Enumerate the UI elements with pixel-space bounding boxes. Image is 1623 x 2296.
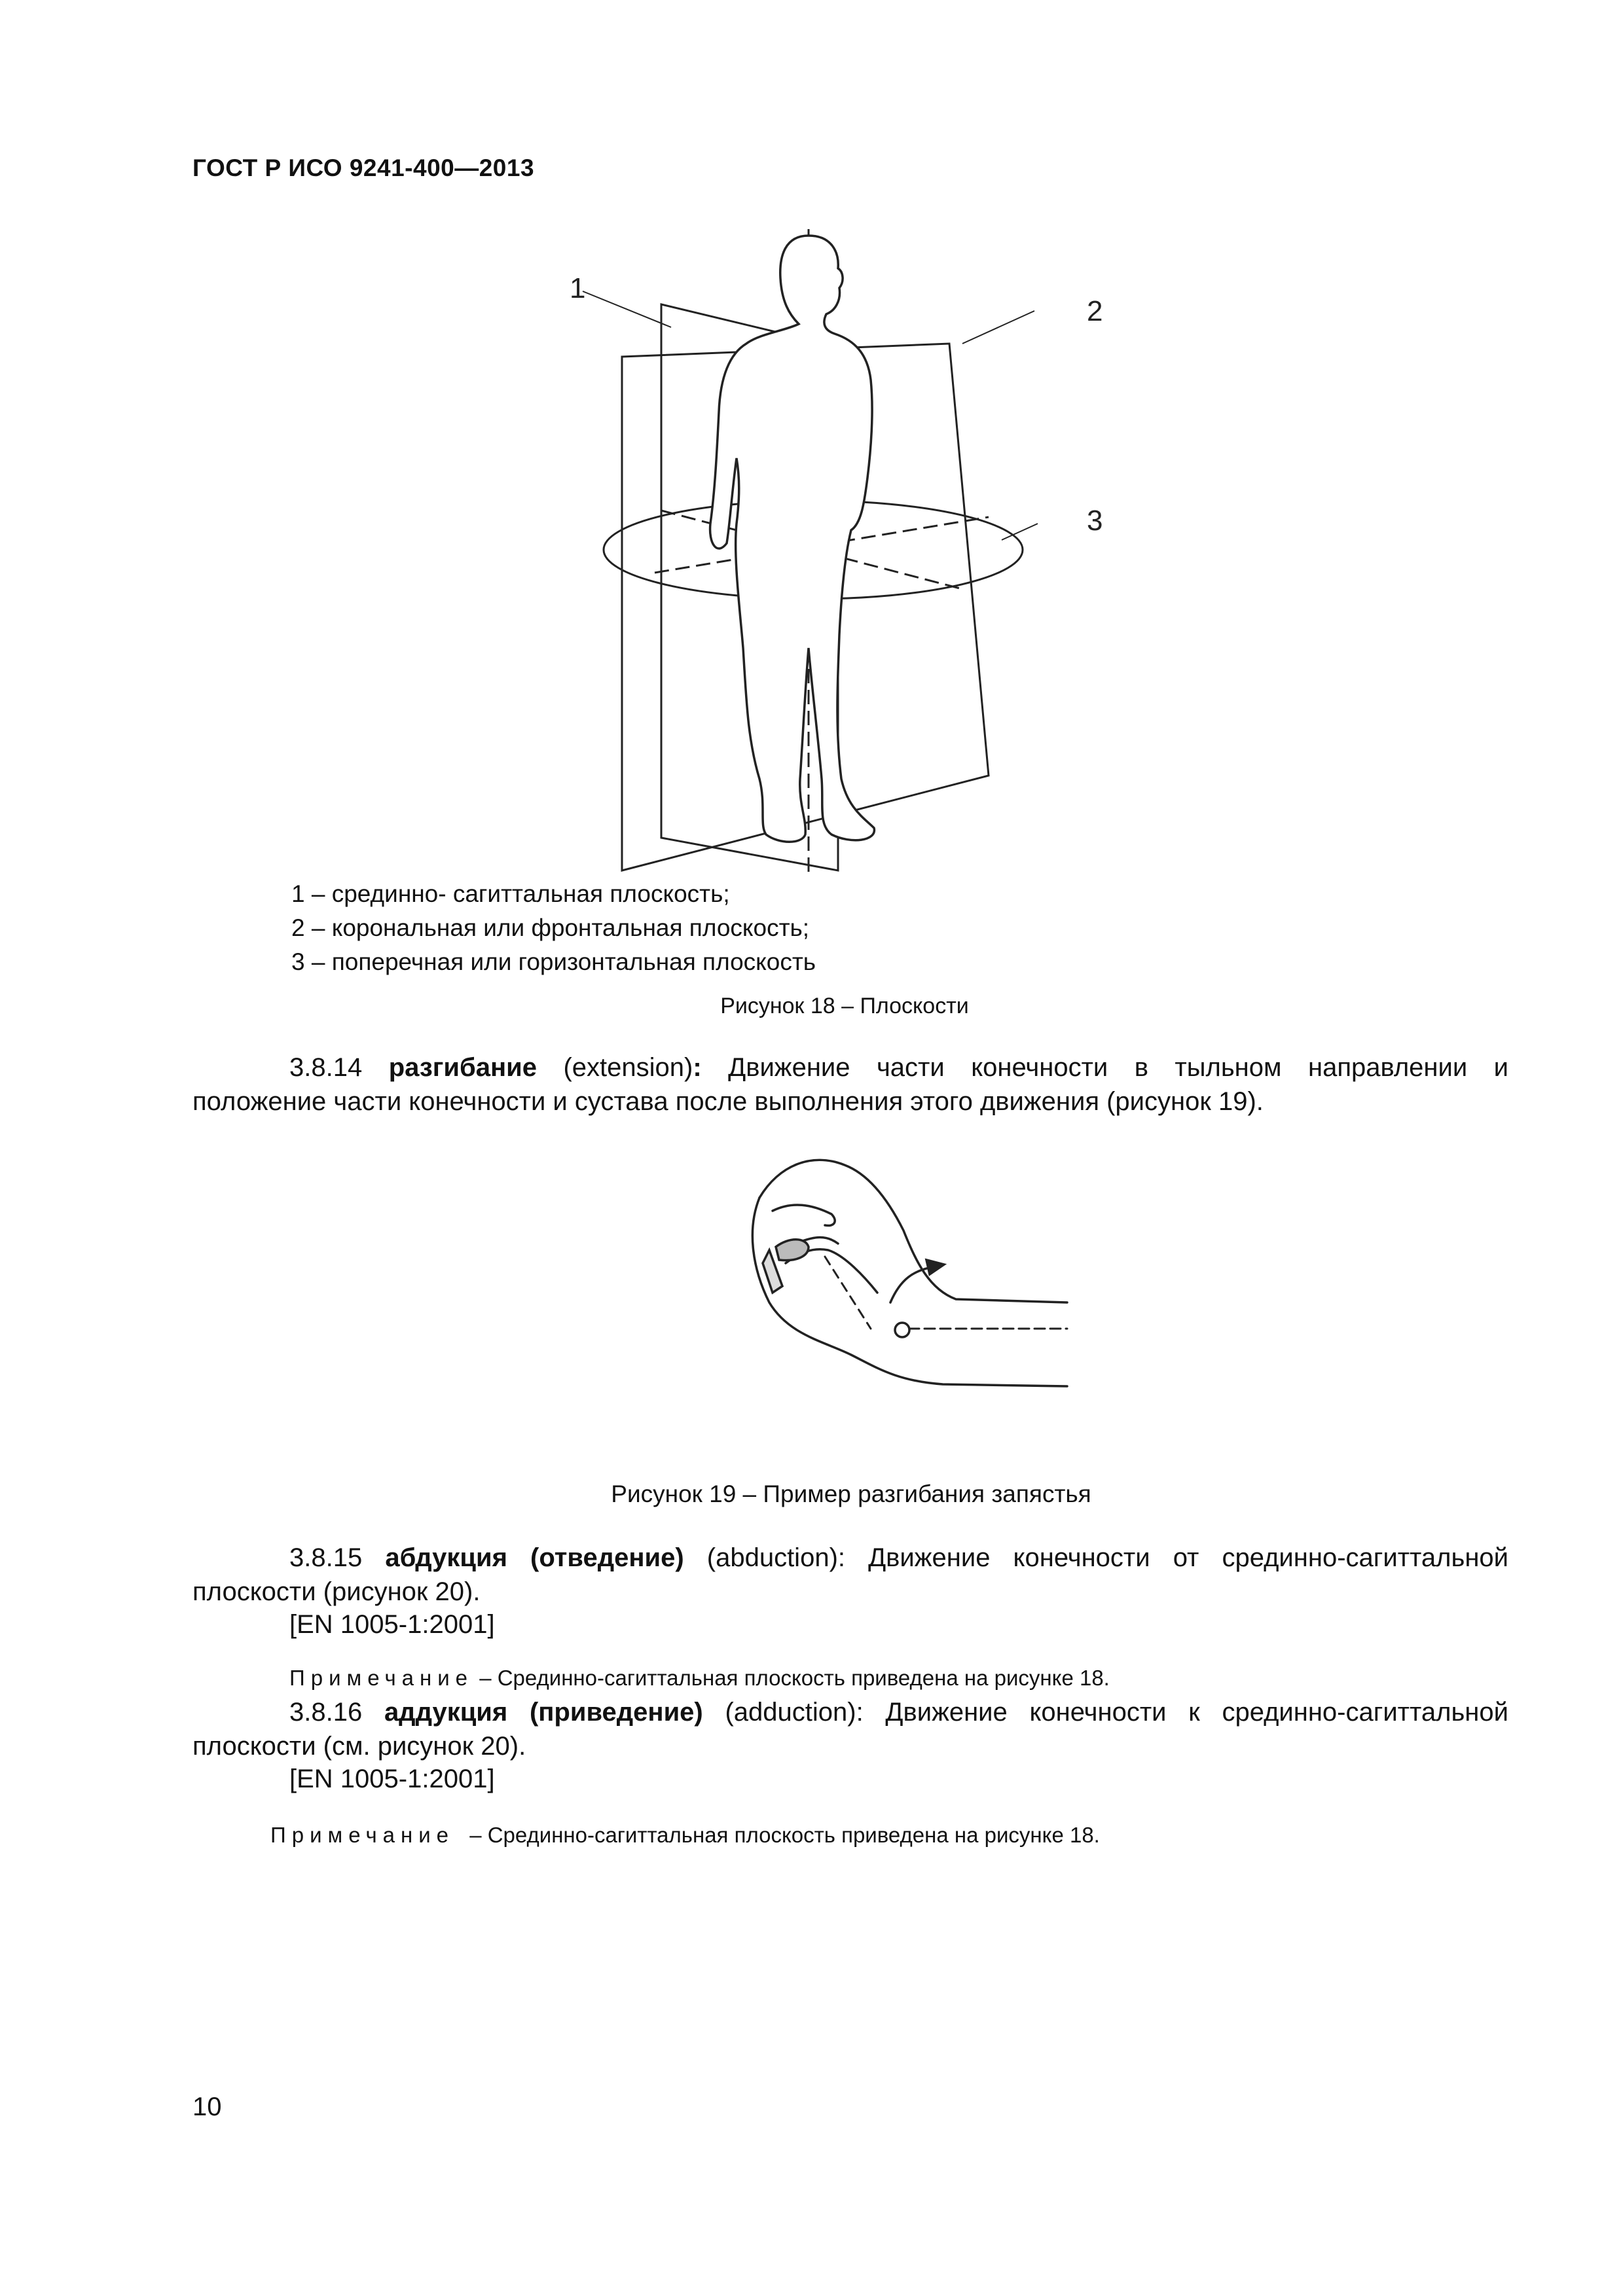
section-3-8-15 [192,1541,1508,1609]
figure-18-legend-2: 2 – корональная или фронтальная плоскость; [291,914,810,941]
section-3-8-16-reference: [EN 1005-1:2001] [289,1765,495,1793]
figure-18-legend-1: 1 – срединно- сагиттальная плоскость; [291,880,730,907]
definition-line-2: положение части конечности и сустава после выполнения этого движения (рисунок 19). [192,1087,1264,1116]
figure-18-body-planes [543,216,1133,884]
note-text: – Срединно-сагиттальная плоскость приведена на рисунке 18. [469,1823,1100,1847]
section-number: 3.8.15 [289,1543,363,1572]
section-3-8-16-note [270,1823,1100,1848]
term-english: (extension) [563,1053,693,1082]
term: аддукция (приведение) [384,1698,703,1727]
section-3-8-14 [192,1050,1508,1119]
figure-18-label-1: 1 [570,272,586,304]
figure-18-legend-3: 3 – поперечная или горизонтальная плоскость [291,948,816,975]
section-3-8-16 [192,1695,1508,1763]
section-3-8-15-reference: [EN 1005-1:2001] [289,1610,495,1639]
section-3-8-15-note [289,1666,1110,1691]
note-label: Примечание [270,1823,455,1847]
section-number: 3.8.14 [289,1053,363,1082]
definition-line-2: плоскости (рисунок 20). [192,1577,481,1606]
term: абдукция (отведение) [385,1543,684,1572]
definition-line-2: плоскости (см. рисунок 20). [192,1732,526,1761]
figure-19-wrist-extension [733,1139,1087,1401]
definition-line-1: (abduction): Движение конечности от срединно-сагиттальной [706,1543,1508,1572]
document-header: ГОСТ Р ИСО 9241-400—2013 [192,154,535,181]
definition-line-1: Движение части конечности в тыльном направлении и [728,1053,1508,1082]
figure-18-label-2: 2 [1087,295,1103,327]
colon: : [693,1053,702,1082]
figure-19-caption: Рисунок 19 – Пример разгибания запястья [611,1480,1091,1507]
page-number: 10 [192,2092,222,2121]
section-number: 3.8.16 [289,1698,363,1727]
note-label: Примечание [289,1666,474,1690]
definition-line-1: (adduction): Движение конечности к срединно-сагиттальной [725,1698,1508,1727]
figure-18-label-3: 3 [1087,505,1103,537]
term: разгибание [388,1053,537,1082]
figure-18-caption: Рисунок 18 – Плоскости [720,994,969,1018]
note-text: – Срединно-сагиттальная плоскость приведена на рисунке 18. [479,1666,1110,1690]
